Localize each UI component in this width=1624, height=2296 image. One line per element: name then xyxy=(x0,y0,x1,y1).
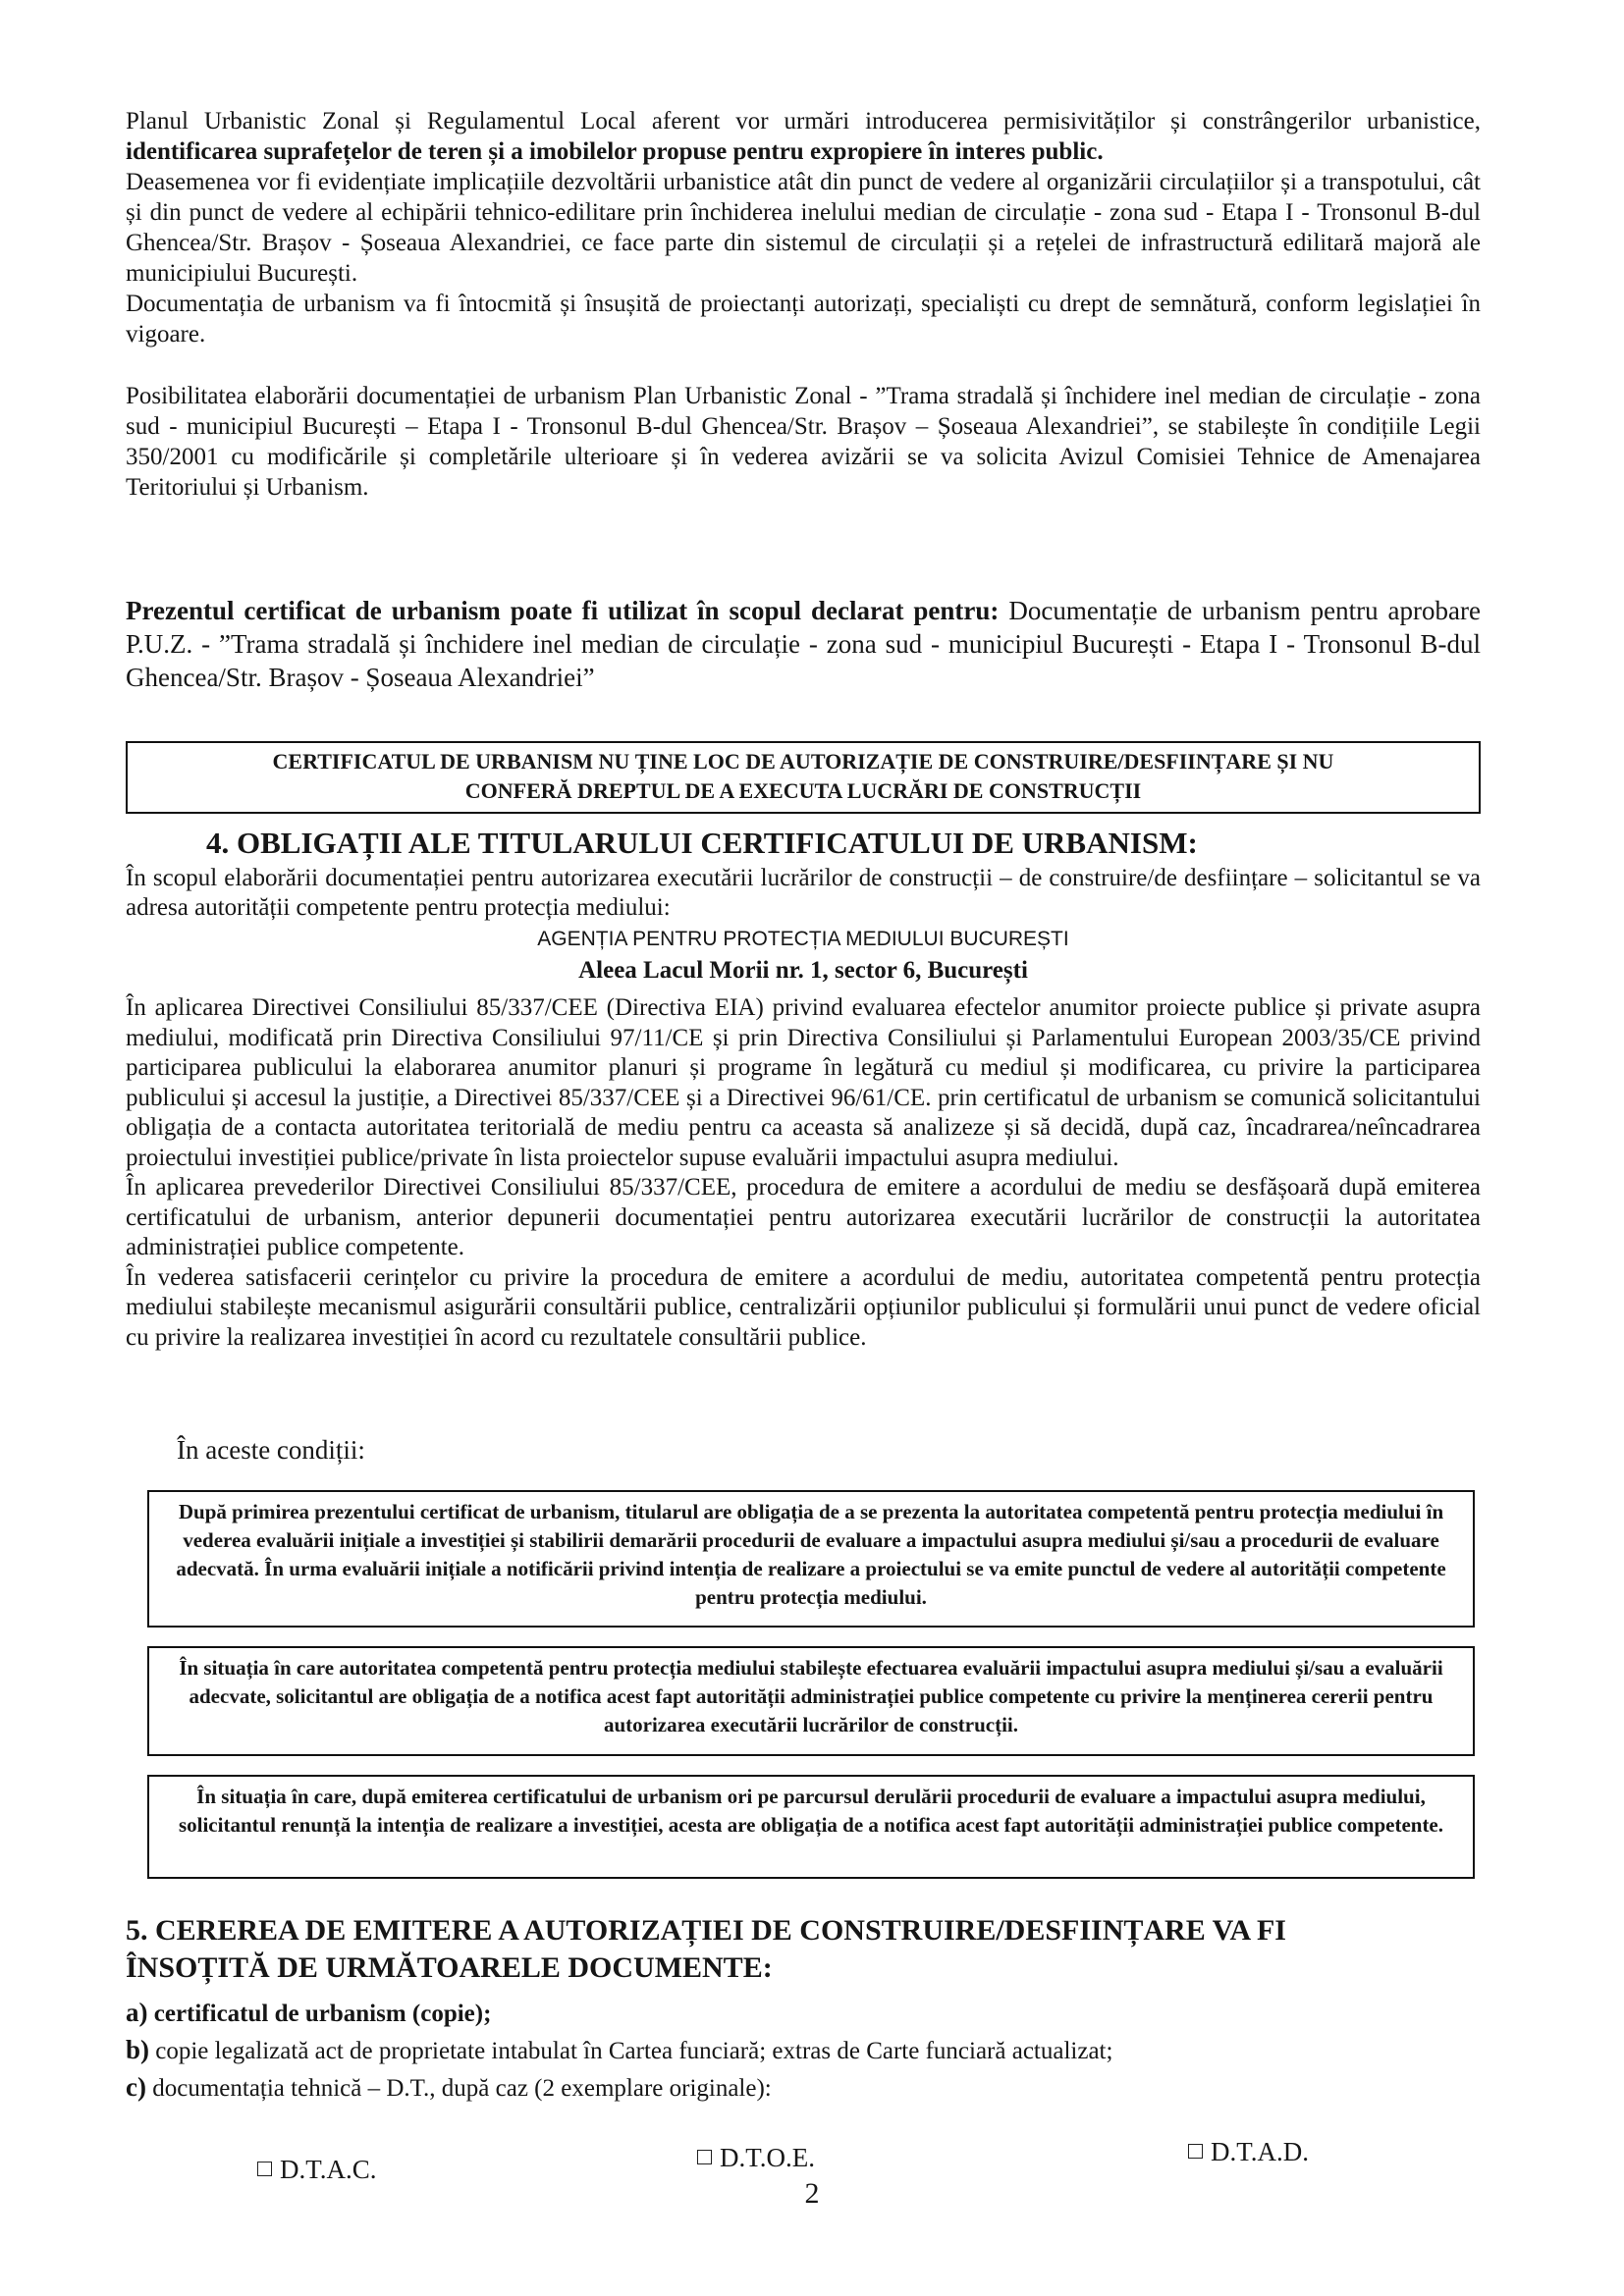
page-number: 2 xyxy=(804,2177,820,2210)
section-4-body xyxy=(126,993,1481,1353)
checkbox-icon[interactable] xyxy=(697,2150,712,2164)
section-4-intro-text: În scopul elaborării documentației pentru autorizarea executării lucrărilor de construcții – de construire/de desființare – solicitantul se va adresa autorității competente pentru protecția mediului: xyxy=(126,865,1481,921)
intro-bold-text: identificarea suprafețelor de teren și a imobilelor propuse pentru expropiere în interes public. xyxy=(126,138,1104,165)
list-item-text: certificatul de urbanism (copie); xyxy=(153,2001,492,2027)
section-4-heading: 4. OBLIGAȚII ALE TITULARULUI CERTIFICATULUI DE URBANISM: xyxy=(206,826,1198,860)
section-4-intro xyxy=(126,864,1481,923)
eia-directive-paragraph: În aplicarea Directivei Consiliului 85/337/CEE (Directiva EIA) privind evaluarea efectelor anumitor proiecte publice și private asupra mediului, modificată prin Directiva Consiliului 97/11/CE și prin Directiva Consiliului și Parlamentului European 2003/35/CE privind participarea publicului la elaborarea anumitor planuri și programe în legătură cu mediul și modificarea, cu privire la participarea publicului și accesul la justiție, a Directivei 85/337/CEE și a Directivei 96/61/CE. prin certificatul de urbanism se comunică solicitantului obligația de a contacta autoritatea teritorială de mediu pentru ca aceasta să analizeze și să decidă, după caz, încadrarea/neîncadrarea proiectului investiției publice/private în lista proiectelor supuse evaluării impactului asupra mediului. xyxy=(126,994,1481,1171)
consultation-paragraph: În vederea satisfacerii cerințelor cu privire la procedura de emitere a acordului de mediu, autoritatea competentă pentru protecția mediului stabilește mecanismul asigurării consultării publice, centralizării opțiunilor publicului și formulării unui punct de vedere oficial cu privire la realizarea investiției în acord cu rezultatele consultării publice. xyxy=(126,1263,1481,1351)
obligation-box-1-text: După primirea prezentului certificat de urbanism, titularul are obligația de a se prezenta la autoritatea competentă pentru protecția mediului în vederea evaluării inițiale a investiției și stabilirii demarării procedurii de evaluare a impactului asupra mediului și/sau a procedurii de evaluare adecvată. În urma evaluării inițiale a notificării privind intenția de realizare a proiectului se va emite punctul de vedere al autorității competente pentru protecția mediului. xyxy=(176,1500,1446,1609)
procedure-paragraph: În aplicarea prevederilor Directivei Consiliului 85/337/CEE, procedura de emitere a acordului de mediu se desfășoară după emiterea certificatului de urbanism, anterior depunerii documentației pentru autorizarea executării lucrărilor de construcții la autoritatea administrației publice competente. xyxy=(126,1174,1481,1260)
agency-address: Aleea Lacul Morii nr. 1, sector 6, București xyxy=(578,957,1028,984)
option-label: D.T.A.D. xyxy=(1211,2137,1309,2166)
puz-possibility-paragraph xyxy=(126,381,1481,503)
list-item-letter: a) xyxy=(126,1998,148,2027)
obligation-box-1 xyxy=(147,1490,1475,1628)
agency-name: AGENȚIA PENTRU PROTECȚIA MEDIULUI BUCUREȘTI xyxy=(537,928,1069,950)
option-dtad[interactable] xyxy=(1188,2137,1309,2167)
intro-paragraph-3: Documentația de urbanism va fi întocmită și însușită de proiectanți autorizați, specialiști cu drept de semnătură, conform legislației în vigoare. xyxy=(126,291,1481,347)
list-item xyxy=(126,1995,1481,2032)
list-item-letter: c) xyxy=(126,2072,146,2102)
conditions-label: În aceste condiții: xyxy=(177,1435,365,1465)
obligation-box-2-text: În situația în care autoritatea competentă pentru protecția mediului stabilește efectuarea evaluării impactului asupra mediului și/sau a evaluării adecvate, solicitantul are obligația de a notifica acest fapt autorității administrației publice competente cu privire la menținerea cererii pentru autorizarea executării lucrărilor de construcții. xyxy=(179,1656,1443,1736)
option-label: D.T.A.C. xyxy=(280,2155,377,2184)
list-item-text: documentația tehnică – D.T., după caz (2 exemplare originale): xyxy=(152,2075,772,2102)
purpose-paragraph xyxy=(126,594,1481,694)
list-item xyxy=(126,2032,1481,2069)
required-documents-list xyxy=(126,1995,1481,2107)
notice-line-1: CERTIFICATUL DE URBANISM NU ȚINE LOC DE AUTORIZAȚIE DE CONSTRUIRE/DESFIINȚARE ȘI NU xyxy=(272,749,1334,774)
obligation-box-2 xyxy=(147,1646,1475,1756)
list-item-text: copie legalizată act de proprietate intabulat în Cartea funciară; extras de Carte funciară actualizat; xyxy=(155,2038,1113,2064)
notice-box xyxy=(126,741,1481,814)
option-dtoe[interactable] xyxy=(697,2143,815,2173)
intro-text: Planul Urbanistic Zonal și Regulamentul Local aferent vor urmări introducerea permisivităților și constrângerilor urbanistice, xyxy=(126,108,1481,134)
intro-paragraph-1 xyxy=(126,106,1481,167)
purpose-text: Documentație de urbanism pentru aprobare P.U.Z. - ”Trama stradală și închidere inel median de circulație - zona sud - municipiul București - Etapa I - Tronsonul B-dul Ghencea/Str. Brașov - Șoseaua Alexandriei” xyxy=(126,596,1481,692)
checkbox-icon[interactable] xyxy=(1188,2144,1203,2159)
checkbox-icon[interactable] xyxy=(257,2162,272,2176)
notice-line-2: CONFERĂ DREPTUL DE A EXECUTA LUCRĂRI DE CONSTRUCȚII xyxy=(464,778,1142,803)
section-5-heading xyxy=(126,1912,1481,1987)
section-5-heading-line-2: ÎNSOȚITĂ DE URMĂTOARELE DOCUMENTE: xyxy=(126,1951,773,1984)
list-item-letter: b) xyxy=(126,2035,150,2064)
obligation-box-3-text: În situația în care, după emiterea certificatului de urbanism ori pe parcursul derulării procedurii de evaluare a impactului asupra mediului, solicitantul renunță la intenția de realizare a investiției, acesta are obligația de a notifica acest fapt autorității administrației publice competente. xyxy=(178,1785,1444,1837)
obligation-box-3 xyxy=(147,1775,1475,1879)
intro-paragraph-2: Deasemenea vor fi evidențiate implicațiile dezvoltării urbanistice atât din punct de vedere al organizării circulațiilor și a transpotului, cât și din punct de vedere al echipării tehnico-edilitare prin închiderea inelului median de circulație - zona sud - Etapa I - Tronsonul B-dul Ghencea/Str. Brașov - Șoseaua Alexandriei, ce face parte din sistemul de circulații și a rețelei de infrastructură edilitară majoră ale municipiului București. xyxy=(126,169,1481,287)
option-label: D.T.O.E. xyxy=(720,2143,815,2172)
puz-possibility-text: Posibilitatea elaborării documentației de urbanism Plan Urbanistic Zonal - ”Trama stradală și închidere inel median de circulație - zona sud - municipiul București – Etapa I - Tronsonul B-dul Ghencea/Str. Brașov – Șoseaua Alexandriei”, se stabilește în condițiile Legii 350/2001 cu modificările și completările ulterioare și în vederea avizării se va solicita Avizul Comisiei Tehnice de Amenajarea Teritoriului și Urbanism. xyxy=(126,383,1481,501)
purpose-label: Prezentul certificat de urbanism poate fi utilizat în scopul declarat pentru: xyxy=(126,596,1000,625)
intro-block xyxy=(126,106,1481,349)
list-item xyxy=(126,2069,1481,2107)
section-5-heading-line-1: 5. CEREREA DE EMITERE A AUTORIZAȚIEI DE CONSTRUIRE/DESFIINȚARE VA FI xyxy=(126,1914,1286,1947)
